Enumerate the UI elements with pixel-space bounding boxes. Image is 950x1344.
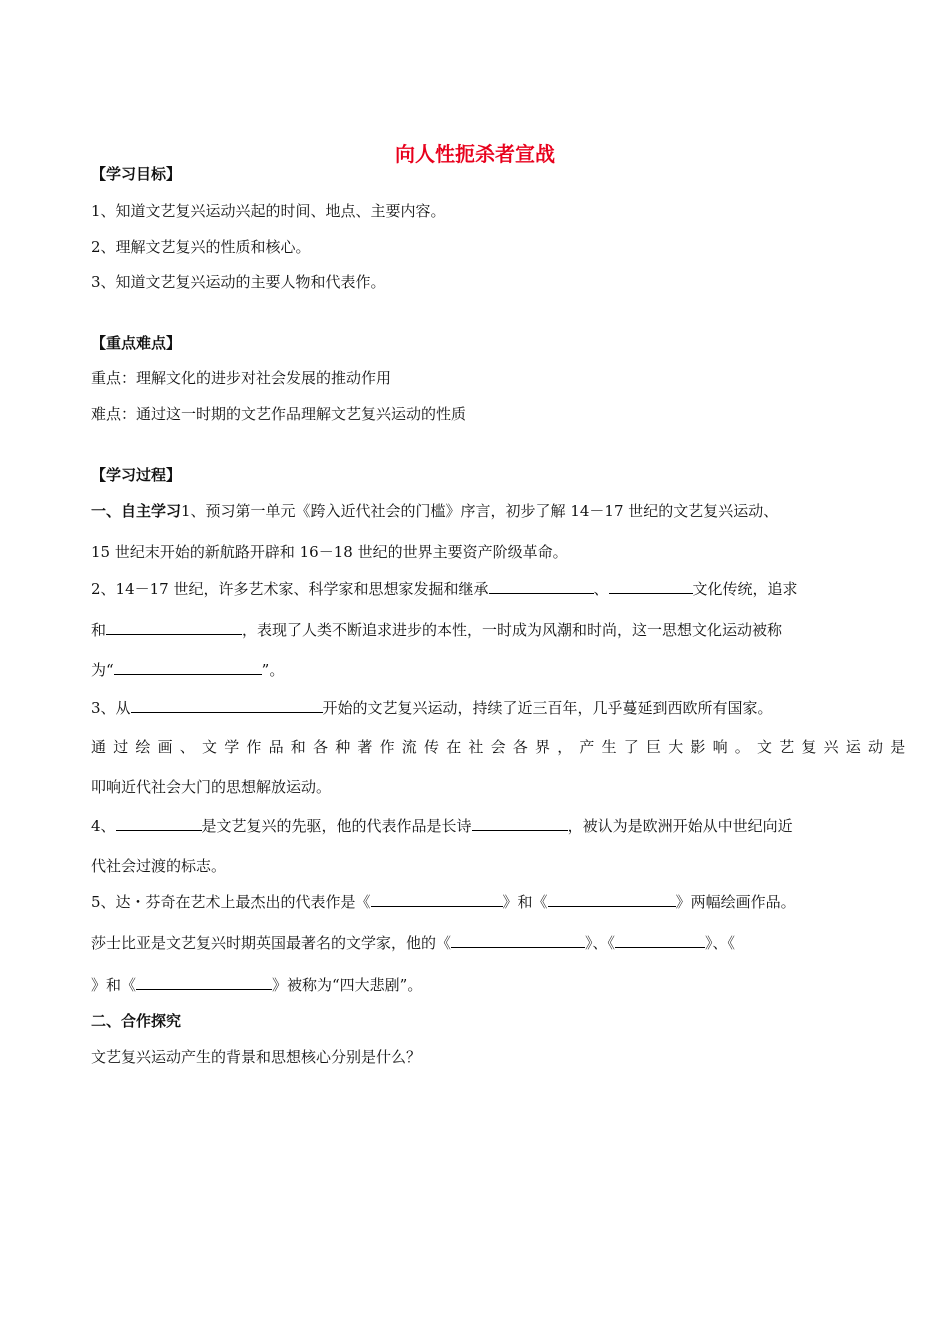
blank-field[interactable] [131, 697, 323, 713]
q3-text-b: 开始的文艺复兴运动，持续了近三百年，几乎蔓延到西欧所有国家。 [322, 699, 773, 717]
cooperation-question: 文艺复兴运动产生的背景和思想核心分别是什么？ [91, 1048, 422, 1066]
q2-text-e: ，表现了人类不断追求进步的本性，一时成为风潮和时尚，这一思想文化运动被称 [242, 621, 783, 639]
document-title: 向人性扼杀者宣战 [395, 142, 555, 166]
blank-field[interactable] [609, 578, 693, 594]
q2-text-a: 2、14－17 世纪，许多艺术家、科学家和思想家发掘和继承 [91, 580, 489, 598]
q5-text-g: 》和《 [91, 976, 137, 994]
question-5-line-3 [91, 974, 422, 995]
q5-text-e: 》、《 [585, 934, 616, 952]
q5-text-c: 》两幅绘画作品。 [675, 893, 796, 911]
self-study-label: 一、自主学习 [91, 502, 182, 520]
q5-text-d: 莎士比亚是文艺复兴时期英国最著名的文学家，他的《 [91, 934, 452, 952]
blank-field[interactable] [116, 815, 202, 831]
objective-1: 1、知道文艺复兴运动兴起的时间、地点、主要内容。 [91, 202, 446, 220]
q5-text-f: 》、《 [705, 934, 736, 952]
q2-text-d: 和 [91, 621, 107, 639]
blank-field[interactable] [451, 932, 585, 948]
question-2-line-2 [91, 619, 782, 640]
blank-field[interactable] [114, 659, 262, 675]
question-1-line-1 [91, 501, 778, 521]
blank-field[interactable] [371, 891, 503, 907]
focus-text: 重点：理解文化的进步对社会发展的推动作用 [91, 369, 392, 387]
q5-text-h: 》被称为“四大悲剧”。 [272, 976, 423, 994]
question-3-line-3: 叩响近代社会大门的思想解放运动。 [91, 778, 332, 796]
question-5-line-2 [91, 932, 735, 953]
q5-text-a: 5、达・芬奇在艺术上最杰出的代表作是《 [91, 893, 371, 911]
question-1-text: 1、预习第一单元《跨入近代社会的门槛》序言，初步了解 14－17 世纪的文艺复兴运动、 [181, 502, 779, 520]
cooperation-heading: 二、合作探究 [91, 1012, 182, 1030]
q2-text-c: 文化传统，追求 [692, 580, 798, 598]
objectives-heading: 【学习目标】 [91, 165, 182, 183]
question-5-line-1 [91, 891, 796, 912]
blank-field[interactable] [615, 932, 705, 948]
question-1-line-2: 15 世纪末开始的新航路开辟和 16－18 世纪的世界主要资产阶级革命。 [91, 543, 568, 561]
q4-text-c: ，被认为是欧洲开始从中世纪向近 [567, 817, 793, 835]
blank-field[interactable] [136, 974, 272, 990]
blank-field[interactable] [106, 619, 242, 635]
q2-text-b: 、 [593, 580, 609, 598]
q2-text-f: 为“ [91, 661, 114, 679]
q3-text-a: 3、从 [91, 699, 131, 717]
difficulty-text: 难点：通过这一时期的文艺作品理解文艺复兴运动的性质 [91, 405, 467, 423]
blank-field[interactable] [548, 891, 676, 907]
q2-text-g: ”。 [261, 661, 285, 679]
question-4-line-1 [91, 815, 793, 836]
question-3-line-1 [91, 697, 773, 718]
question-3-line-2: 通过绘画、文学作品和各种著作流传在社会各界，产生了巨大影响。文艺复兴运动是 [91, 738, 913, 756]
question-4-line-2: 代社会过渡的标志。 [91, 857, 227, 875]
objective-3: 3、知道文艺复兴运动的主要人物和代表作。 [91, 273, 386, 291]
q4-text-a: 4、 [91, 817, 116, 835]
q5-text-b: 》和《 [502, 893, 548, 911]
objective-2: 2、理解文艺复兴的性质和核心。 [91, 238, 311, 256]
question-2-line-1 [91, 578, 798, 599]
blank-field[interactable] [489, 578, 594, 594]
process-heading: 【学习过程】 [91, 466, 182, 484]
question-2-line-3 [91, 659, 284, 680]
key-points-heading: 【重点难点】 [91, 334, 182, 352]
blank-field[interactable] [472, 815, 568, 831]
q4-text-b: 是文艺复兴的先驱，他的代表作品是长诗 [201, 817, 472, 835]
